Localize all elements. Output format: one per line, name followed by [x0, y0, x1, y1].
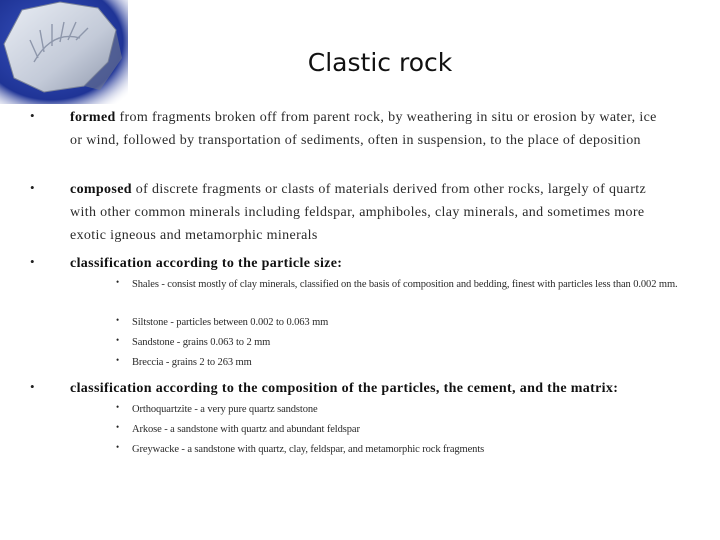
sub-item-text: Greywacke - a sandstone with quartz, clay, feldspar, and metamorphic rock fragments — [132, 444, 485, 455]
bullet-body: from fragments broken off from parent rock, by weathering in situ or erosion by water, ice or wind, followed by transportation of sediments, often in suspension, to the place of deposition — [70, 110, 657, 148]
bullet-text — [70, 178, 670, 247]
bullet-marker: • — [30, 180, 35, 195]
sub-bullet-marker: • — [116, 402, 120, 412]
sub-item-text: Siltstone - particles between 0.002 to 0.063 mm — [132, 317, 329, 328]
sub-bullet-marker: • — [116, 277, 120, 287]
bullet-marker: • — [30, 379, 35, 394]
bullet-lead: composed — [70, 182, 132, 197]
sub-item-text: Breccia - grains 2 to 263 mm — [132, 357, 252, 368]
bullet-lead: classification according to the composition of the particles, the cement, and the matrix: — [70, 381, 619, 396]
bullet-body: of discrete fragments or clasts of materials derived from other rocks, largely of quartz with other common minerals including feldspar, amphiboles, clay minerals, and sometimes more exotic igneous and metamorphic minerals — [70, 182, 647, 243]
sub-bullet-marker: • — [116, 355, 120, 365]
bullet-text — [70, 377, 710, 400]
sub-bullet-marker: • — [116, 442, 120, 452]
sub-item-text: Arkose - a sandstone with quartz and abundant feldspar — [132, 424, 360, 435]
sub-bullet-marker: • — [116, 315, 120, 325]
slide-title: Clastic rock — [307, 48, 453, 77]
sub-item-text: Shales - consist mostly of clay minerals, classified on the basis of composition and bedding, finest with particles less than 0.002 mm. — [132, 279, 678, 290]
sub-bullet-marker: • — [116, 422, 120, 432]
bullet-lead: classification according to the particle size: — [70, 256, 343, 271]
bullet-marker: • — [30, 254, 35, 269]
bullet-lead: formed — [70, 110, 116, 125]
sub-item-text: Orthoquartzite - a very pure quartz sandstone — [132, 404, 318, 415]
bullet-text — [70, 252, 670, 275]
sub-item-text: Sandstone - grains 0.063 to 2 mm — [132, 337, 271, 348]
bullet-text — [70, 106, 670, 152]
sub-bullet-marker: • — [116, 335, 120, 345]
bullet-marker: • — [30, 108, 35, 123]
